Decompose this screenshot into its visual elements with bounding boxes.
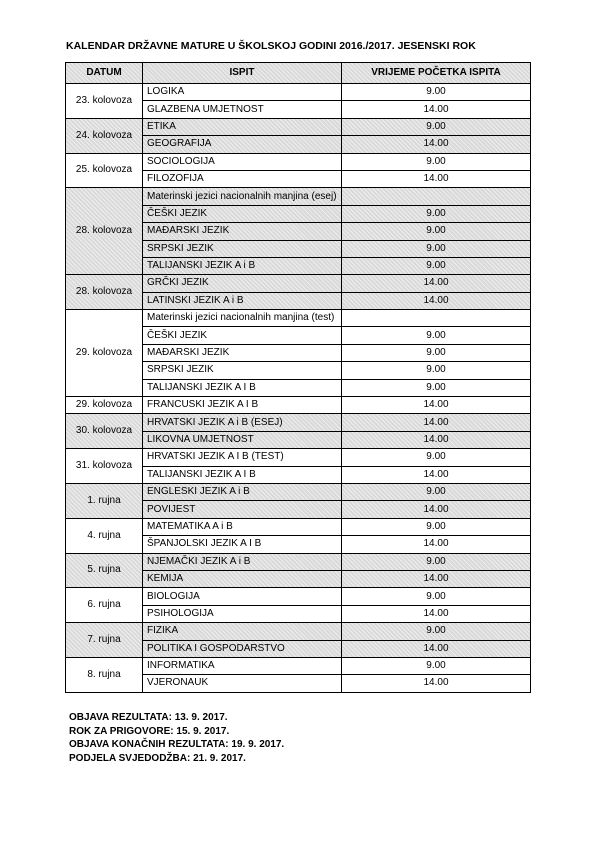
time-cell: 14.00	[342, 275, 531, 292]
time-cell: 14.00	[342, 170, 531, 187]
exam-cell: KEMIJA	[143, 570, 342, 587]
exam-cell: PSIHOLOGIJA	[143, 605, 342, 622]
exam-cell: FRANCUSKI JEZIK A I B	[143, 397, 342, 414]
time-cell: 14.00	[342, 292, 531, 309]
footer-line-results: OBJAVA REZULTATA: 13. 9. 2017.	[69, 712, 228, 723]
time-cell: 9.00	[342, 379, 531, 396]
time-cell: 9.00	[342, 362, 531, 379]
exam-cell: HRVATSKI JEZIK A I B (TEST)	[143, 449, 342, 466]
exam-cell: LATINSKI JEZIK A i B	[143, 292, 342, 309]
time-cell: 14.00	[342, 101, 531, 118]
date-cell: 31. kolovoza	[66, 449, 143, 484]
time-cell: 14.00	[342, 414, 531, 431]
exam-cell: GLAZBENA UMJETNOST	[143, 101, 342, 118]
exam-cell: ENGLESKI JEZIK A i B	[143, 483, 342, 500]
time-cell: 14.00	[342, 536, 531, 553]
header-ispit: ISPIT	[143, 63, 342, 84]
date-cell: 1. rujna	[66, 483, 143, 518]
exam-cell: GEOGRAFIJA	[143, 136, 342, 153]
time-cell: 9.00	[342, 118, 531, 135]
time-cell: 14.00	[342, 605, 531, 622]
time-cell: 9.00	[342, 327, 531, 344]
exam-cell: HRVATSKI JEZIK A i B (ESEJ)	[143, 414, 342, 431]
exam-cell: Materinski jezici nacionalnih manjina (esej)	[143, 188, 342, 205]
date-cell: 30. kolovoza	[66, 414, 143, 449]
exam-cell: LIKOVNA UMJETNOST	[143, 431, 342, 448]
exam-cell: MATEMATIKA A i B	[143, 518, 342, 535]
exam-cell: ČEŠKI JEZIK	[143, 205, 342, 222]
exam-cell: LOGIKA	[143, 84, 342, 101]
time-cell: 14.00	[342, 640, 531, 657]
exam-cell: POVIJEST	[143, 501, 342, 518]
time-cell: 9.00	[342, 223, 531, 240]
exam-cell: SRPSKI JEZIK	[143, 362, 342, 379]
exam-cell: ETIKA	[143, 118, 342, 135]
date-cell: 4. rujna	[66, 518, 143, 553]
time-cell: 9.00	[342, 623, 531, 640]
date-cell: 28. kolovoza	[66, 188, 143, 275]
table-row	[66, 275, 531, 292]
time-cell: 9.00	[342, 205, 531, 222]
date-cell: 28. kolovoza	[66, 275, 143, 310]
exam-cell: TALIJANSKI JEZIK A I B	[143, 466, 342, 483]
exam-cell: MAĐARSKI JEZIK	[143, 223, 342, 240]
exam-cell: VJERONAUK	[143, 675, 342, 692]
exam-cell: SOCIOLOGIJA	[143, 153, 342, 170]
exam-cell: MAĐARSKI JEZIK	[143, 344, 342, 361]
time-cell: 9.00	[342, 344, 531, 361]
table-row	[66, 623, 531, 640]
exam-cell: TALIJANSKI JEZIK A I B	[143, 379, 342, 396]
table-row	[66, 84, 531, 101]
time-cell: 14.00	[342, 675, 531, 692]
date-cell: 7. rujna	[66, 623, 143, 658]
exam-cell: SRPSKI JEZIK	[143, 240, 342, 257]
table-row	[66, 153, 531, 170]
table-body	[66, 84, 531, 693]
table-row	[66, 449, 531, 466]
time-cell: 14.00	[342, 431, 531, 448]
table-row	[66, 483, 531, 500]
table-note-row	[66, 310, 531, 327]
date-cell: 29. kolovoza	[66, 397, 143, 414]
exam-cell: BIOLOGIJA	[143, 588, 342, 605]
date-cell: 24. kolovoza	[66, 118, 143, 153]
date-cell: 29. kolovoza	[66, 310, 143, 397]
time-cell	[342, 188, 531, 205]
time-cell: 14.00	[342, 397, 531, 414]
footer-notes	[69, 711, 284, 765]
date-cell: 25. kolovoza	[66, 153, 143, 188]
time-cell: 9.00	[342, 588, 531, 605]
table-row	[66, 397, 531, 414]
date-cell: 6. rujna	[66, 588, 143, 623]
table-row	[66, 414, 531, 431]
exam-cell: NJEMAČKI JEZIK A i B	[143, 553, 342, 570]
table-row	[66, 553, 531, 570]
time-cell: 14.00	[342, 501, 531, 518]
exam-cell: POLITIKA I GOSPODARSTVO	[143, 640, 342, 657]
time-cell: 14.00	[342, 466, 531, 483]
footer-line-objections: ROK ZA PRIGOVORE: 15. 9. 2017.	[69, 725, 230, 737]
exam-cell: FILOZOFIJA	[143, 170, 342, 187]
date-cell: 8. rujna	[66, 657, 143, 692]
exam-cell: GRČKI JEZIK	[143, 275, 342, 292]
exam-cell: FIZIKA	[143, 623, 342, 640]
time-cell: 9.00	[342, 240, 531, 257]
header-vrijeme: VRIJEME POČETKA ISPITA	[342, 63, 531, 84]
exam-cell: TALIJANSKI JEZIK A i B	[143, 257, 342, 274]
table-note-row	[66, 188, 531, 205]
footer-line-certificates: PODJELA SVJEDODŽBA: 21. 9. 2017.	[69, 752, 246, 764]
time-cell: 9.00	[342, 449, 531, 466]
date-cell: 5. rujna	[66, 553, 143, 588]
table-header-row	[66, 63, 531, 84]
time-cell: 9.00	[342, 553, 531, 570]
table-row	[66, 588, 531, 605]
footer-line-final-results: OBJAVA KONAČNIH REZULTATA: 19. 9. 2017.	[69, 739, 285, 750]
table-row	[66, 518, 531, 535]
time-cell: 9.00	[342, 153, 531, 170]
time-cell: 9.00	[342, 257, 531, 274]
exam-cell: ČEŠKI JEZIK	[143, 327, 342, 344]
table-row	[66, 118, 531, 135]
time-cell: 9.00	[342, 84, 531, 101]
time-cell: 14.00	[342, 136, 531, 153]
table-row	[66, 657, 531, 674]
exam-cell: Materinski jezici nacionalnih manjina (test)	[143, 310, 342, 327]
time-cell	[342, 310, 531, 327]
time-cell: 9.00	[342, 483, 531, 500]
time-cell: 14.00	[342, 570, 531, 587]
exam-schedule-table	[65, 62, 531, 693]
time-cell: 9.00	[342, 518, 531, 535]
date-cell: 23. kolovoza	[66, 84, 143, 119]
exam-cell: ŠPANJOLSKI JEZIK A I B	[143, 536, 342, 553]
header-datum: DATUM	[66, 63, 143, 84]
time-cell: 9.00	[342, 657, 531, 674]
exam-cell: INFORMATIKA	[143, 657, 342, 674]
document-title: KALENDAR DRŽAVNE MATURE U ŠKOLSKOJ GODINI 2016./2017. JESENSKI ROK	[66, 40, 476, 52]
